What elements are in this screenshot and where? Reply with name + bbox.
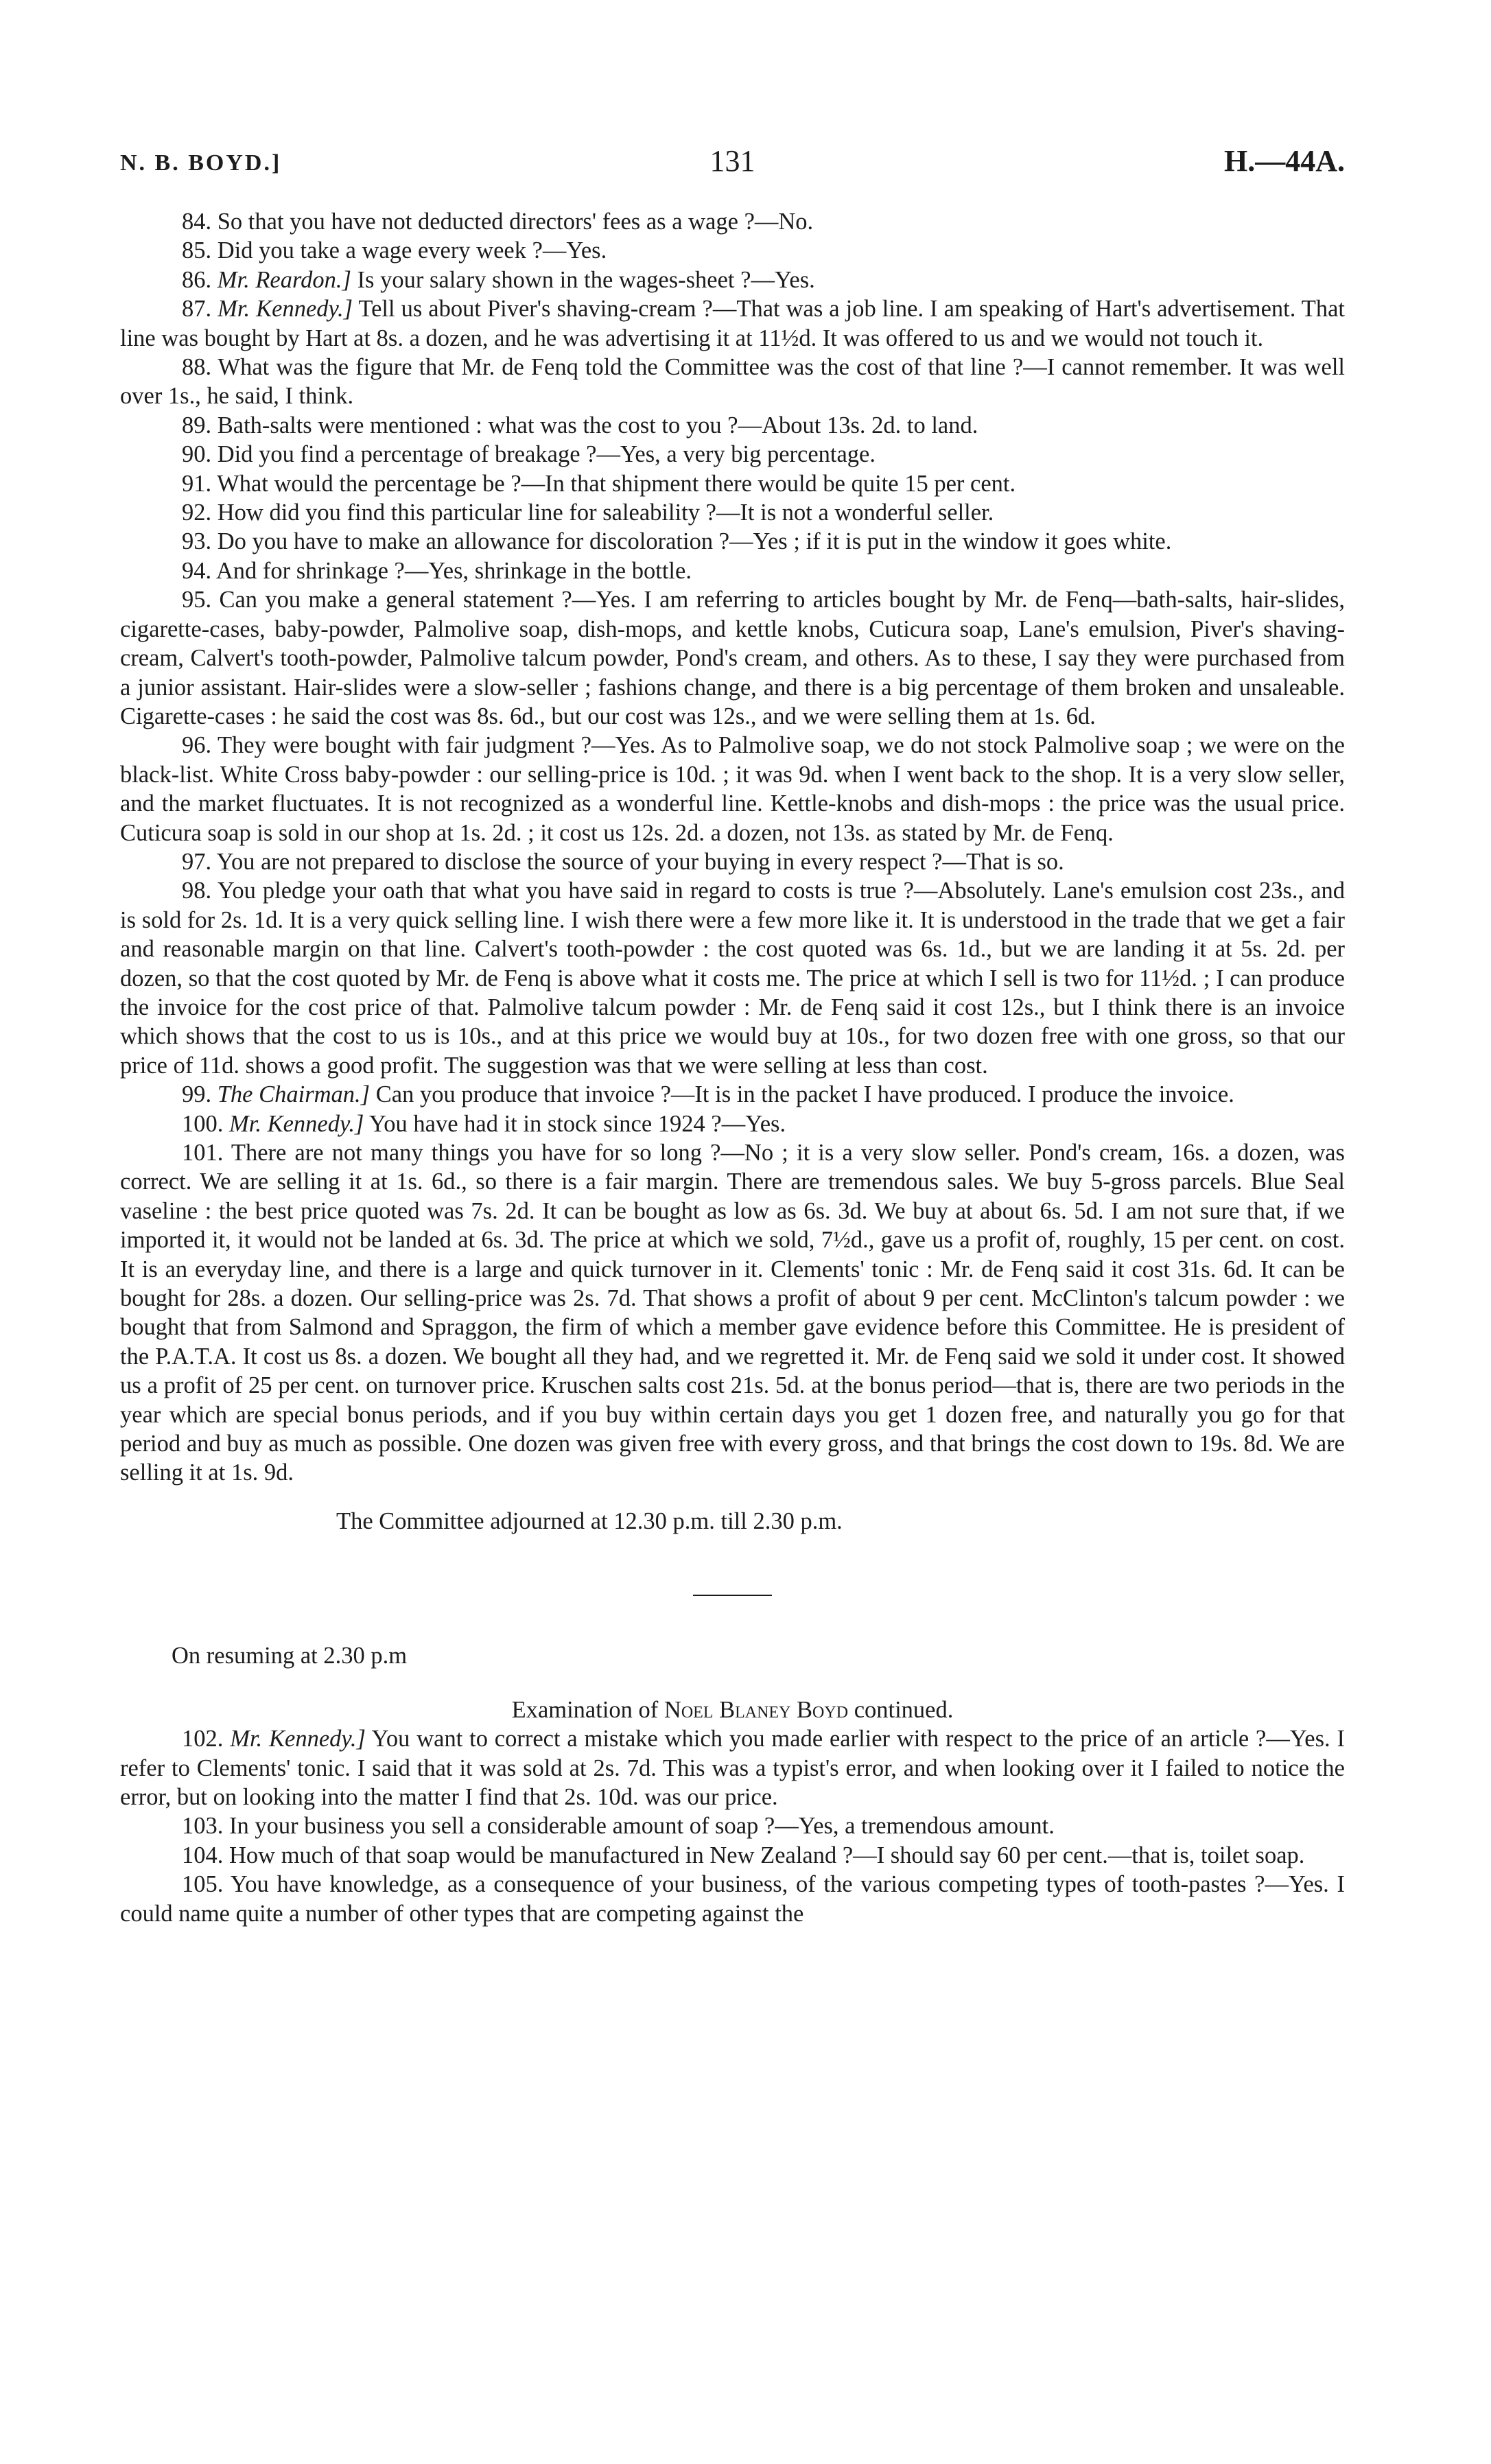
resuming-note: On resuming at 2.30 p.m — [172, 1643, 408, 1669]
question-number: 89. — [182, 412, 212, 438]
question-text: Can you make a general statement ?—Yes. I am referring to articles bought by Mr. de Fenq—bath-salts, hair-slides, cigarette-cases, baby-powder, Palmolive soap, dish-mops, and kettle knobs, Cuticura soap, Lane's emulsion, Piver's shaving-cream, Calvert's tooth-powder, Palmolive talcum powder, Pond's cream, and others. As to these, I say they were purchased from a junior assistant. Hair-slides were a slow-seller ; fashions change, and there is a big percentage of them broken and unsaleable. Cigarette-cases : he said the cost was 8s. 6d., but our cost was 12s., and we were selling them at 1s. 6d. — [120, 587, 1346, 729]
question-number: 97. — [182, 848, 212, 875]
question-paragraph — [120, 1110, 1345, 1138]
question-text: In your business you sell a considerable amount of soap ?—Yes, a tremendous amount. — [229, 1813, 1055, 1840]
question-number: 88. — [182, 354, 212, 381]
question-paragraph — [120, 207, 1345, 236]
question-number: 90. — [182, 441, 212, 468]
question-text: They were bought with fair judgment ?—Yes. As to Palmolive soap, we do not stock Palmolive soap ; we were on the black-list. White Cross baby-powder : our selling-price is 10d. ; it was 9d. when I went back to the shop. It is a very slow seller, and the market fluctuates. It is not recognized as a wonderful line. Kettle-knobs and dish-mops : the price was the usual price. Cuticura soap is sold in our shop at 1s. 2d. ; it cost us 12s. 2d. a dozen, not 13s. as stated by Mr. de Fenq. — [120, 732, 1345, 846]
running-head-witness: N. B. BOYD.] — [120, 150, 282, 176]
witness-name: Noel Blaney Boyd — [664, 1696, 849, 1723]
question-paragraph — [120, 1870, 1345, 1928]
question-number: 96. — [182, 732, 212, 759]
question-text: Did you take a wage every week ?—Yes. — [217, 237, 607, 264]
page-number: 131 — [709, 144, 755, 178]
question-text: You are not prepared to disclose the source of your buying in every respect ?—That is so. — [216, 848, 1064, 875]
question-text: You have knowledge, as a consequence of your business, of the various competing types of tooth-pastes ?—Yes. I could name quite a number of other types that are competing against the — [120, 1871, 1345, 1927]
question-paragraph — [120, 556, 1345, 585]
question-number: 93. — [182, 528, 212, 555]
question-paragraph — [120, 1811, 1345, 1840]
speaker-name: Mr. Reardon.] — [217, 266, 351, 293]
question-paragraph — [120, 469, 1345, 498]
speaker-name: Mr. Kennedy.] — [230, 1726, 366, 1752]
question-text: Can you produce that invoice ?—It is in the packet I have produced. I produce the invoice. — [375, 1081, 1234, 1108]
question-paragraph — [120, 1080, 1345, 1109]
speaker-name: The Chairman.] — [217, 1081, 371, 1108]
examination-prefix: Examination of — [511, 1696, 659, 1723]
examination-heading — [120, 1696, 1345, 1724]
question-text: Did you find a percentage of breakage ?—Yes, a very big percentage. — [217, 441, 876, 468]
question-text: There are not many things you have for so long ?—No ; it is a very slow seller. Pond's cream, 16s. a dozen, was correct. We are selling it at 1s. 6d., so there is a fair margin. There are tremendous sales. We buy 5-gross parcels. Blue Seal vaseline : the best price quoted was 7s. 2d. It can be bought as low as 6s. 3d. We buy at about 6s. 5d. I am not sure that, if we imported it, it would not be landed at 6s. 3d. The price at which we sold, 7½d., gave us a profit of, roughly, 15 per cent. on cost. It is an everyday line, and there is a large and quick turnover in it. Clements' tonic : Mr. de Fenq said it cost 31s. 6d. It can be bought for 28s. a dozen. Our selling-price was 2s. 7d. That shows a profit of about 9 per cent. McClinton's talcum powder : we bought that from Salmond and Spraggon, the firm of which a member gave evidence before this Committee. He is president of the P.A.T.A. It cost us 8s. a dozen. We bought all they had, and we regretted it. Mr. de Fenq said we sold it under cost. It showed us a profit of 25 per cent. on turnover price. Kruschen salts cost 21s. 5d. at the bonus period—that is, there are two periods in the year which are special bonus periods, and if you buy within certain days you get 1 dozen free, and naturally you go for that period and buy as much as possible. One dozen was given free with every gross, and that brings the cost down to 19s. 8d. We are selling it at 1s. 9d. — [120, 1140, 1345, 1486]
question-paragraph — [120, 731, 1345, 847]
question-number: 84. — [182, 209, 212, 235]
question-paragraph — [120, 440, 1345, 469]
question-text: Tell us about Piver's shaving-cream ?—That was a job line. I am speaking of Hart's advertisement. That line was bought by Hart at 8s. a dozen, and he was advertising it at 11½d. It was offered to us and we would not touch it. — [120, 296, 1345, 351]
document-reference: H.—44A. — [1224, 144, 1345, 178]
question-text: You pledge your oath that what you have said in regard to costs is true ?—Absolutely. Lane's emulsion cost 23s., and is sold for 2s. 1d. It is a very quick selling line. I wish there were a few more like it. It is understood in the trade that we get a fair and reasonable margin on that line. Calvert's tooth-powder : the cost quoted was 6s. 1d., but we are landing it at 5s. 2d. per dozen, so that the cost quoted by Mr. de Fenq is above what it costs me. The price at which I sell is two for 11½d. ; I can produce the invoice for the cost price of that. Palmolive talcum powder : Mr. de Fenq said it cost 12s., but I think there is an invoice which shows that the cost to us is 10s., and at this price we would buy at 10s., for two dozen free with one gross, so that our price of 11d. shows a good profit. The suggestion was that we were selling at less than cost. — [120, 878, 1345, 1079]
question-number: 92. — [182, 500, 212, 526]
question-paragraph — [120, 1138, 1345, 1488]
examination-suffix: continued. — [854, 1696, 954, 1723]
question-text: And for shrinkage ?—Yes, shrinkage in the bottle. — [215, 557, 692, 584]
speaker-name: Mr. Kennedy.] — [218, 296, 353, 322]
question-text: Is your salary shown in the wages-sheet ?—Yes. — [357, 266, 815, 293]
question-number: 95. — [182, 587, 212, 613]
question-paragraph — [120, 585, 1345, 731]
question-text: How much of that soap would be manufactured in New Zealand ?—I should say 60 per cent.—that is, toilet soap. — [229, 1842, 1305, 1868]
question-text: So that you have not deducted directors' fees as a wage ?—No. — [217, 209, 814, 235]
question-paragraph — [120, 847, 1345, 876]
question-number: 85. — [182, 237, 212, 264]
question-paragraph — [120, 527, 1345, 556]
question-number: 94. — [182, 557, 212, 584]
question-paragraph — [120, 1841, 1345, 1870]
testimony-paragraphs — [120, 207, 1345, 1488]
question-number: 103. — [182, 1813, 224, 1840]
testimony-paragraphs-continued — [120, 1724, 1345, 1928]
question-paragraph — [120, 294, 1345, 353]
section-divider — [693, 1595, 772, 1596]
page-header — [120, 141, 1345, 189]
question-text: You want to correct a mistake which you made earlier with respect to the price of an article ?—Yes. I refer to Clements' tonic. I said that it was sold at 2s. 7d. This was a typist's error, and when looking over it I failed to notice the error, but on looking into the matter I find that 2s. 10d. was our price. — [120, 1726, 1345, 1810]
question-number: 101. — [182, 1140, 224, 1166]
question-text: You have had it in stock since 1924 ?—Yes. — [368, 1110, 786, 1137]
question-text: What would the percentage be ?—In that shipment there would be quite 15 per cent. — [217, 470, 1016, 497]
question-paragraph — [120, 266, 1345, 294]
page-body — [120, 207, 1345, 1928]
question-paragraph — [120, 1724, 1345, 1811]
question-text: Bath-salts were mentioned : what was the cost to you ?—About 13s. 2d. to land. — [217, 412, 978, 438]
question-paragraph — [120, 876, 1345, 1080]
question-paragraph — [120, 236, 1345, 265]
question-paragraph — [120, 353, 1345, 411]
question-number: 102. — [182, 1726, 224, 1752]
question-text: How did you find this particular line for saleability ?—It is not a wonderful seller. — [217, 500, 994, 526]
question-number: 105. — [182, 1871, 224, 1898]
question-number: 87. — [182, 296, 212, 322]
question-paragraph — [120, 498, 1345, 527]
question-number: 100. — [182, 1110, 224, 1137]
question-paragraph — [120, 411, 1345, 440]
question-number: 86. — [182, 266, 212, 293]
question-number: 104. — [182, 1842, 224, 1868]
question-number: 99. — [182, 1081, 212, 1108]
question-text: Do you have to make an allowance for discoloration ?—Yes ; if it is put in the window it goes white. — [217, 528, 1172, 555]
adjournment-note: The Committee adjourned at 12.30 p.m. till 2.30 p.m. — [336, 1507, 843, 1534]
question-number: 91. — [182, 470, 212, 497]
question-text: What was the figure that Mr. de Fenq told the Committee was the cost of that line ?—I cannot remember. It was well over 1s., he said, I think. — [120, 354, 1345, 410]
question-number: 98. — [182, 878, 212, 904]
speaker-name: Mr. Kennedy.] — [229, 1110, 364, 1137]
